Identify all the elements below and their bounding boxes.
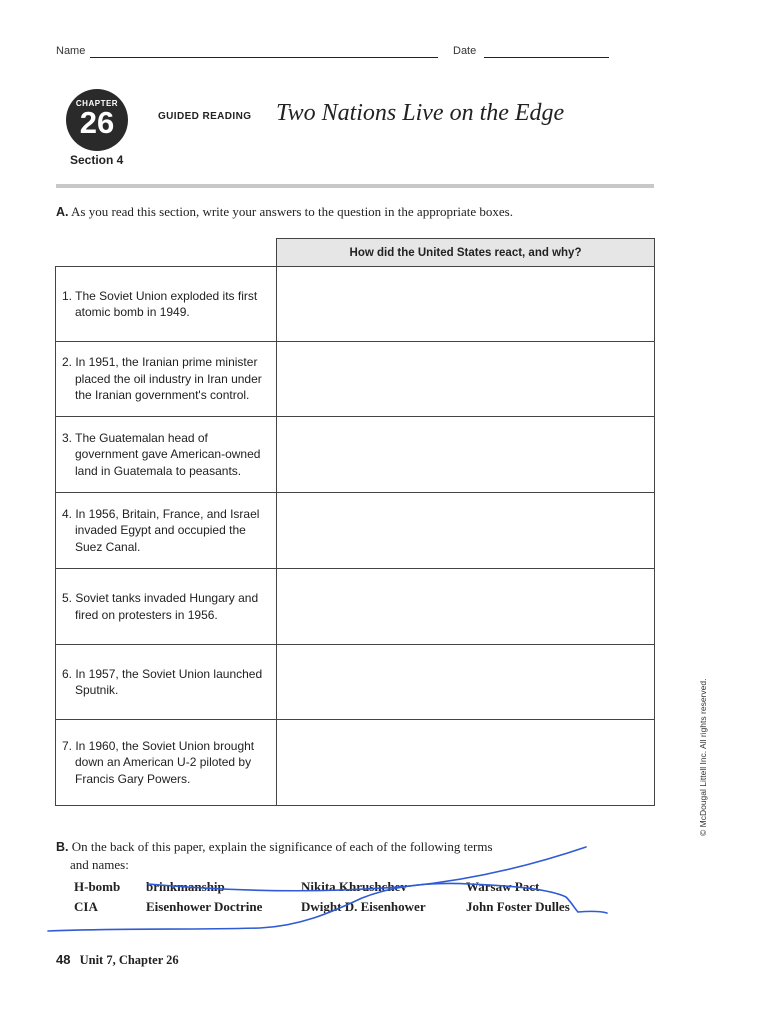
term-cia: CIA — [74, 899, 98, 914]
part-b-text-line1: On the back of this paper, explain the significance of each of the following terms — [71, 839, 493, 854]
unit-chapter: Unit 7, Chapter 26 — [79, 953, 179, 967]
question-text-1: 1. The Soviet Union exploded its first atomic bomb in 1949. — [62, 288, 258, 319]
guided-reading-label: GUIDED READING — [158, 111, 252, 122]
question-text-7: 7. In 1960, the Soviet Union brought down an American U-2 piloted by Francis Gary Powers. — [62, 738, 255, 786]
column-header: How did the United States react, and why? — [277, 239, 655, 267]
question-text-4: 4. In 1956, Britain, France, and Israel invaded Egypt and occupied the Suez Canal. — [62, 506, 260, 554]
question-text-3: 3. The Guatemalan head of government gave American-owned land in Guatemala to peasants. — [62, 430, 261, 478]
part-a-text: As you read this section, write your answers to the question in the appropriate boxes. — [71, 204, 513, 219]
part-b-letter: B. — [56, 840, 69, 854]
part-a-letter: A. — [56, 205, 69, 219]
term-warsaw-pact: Warsaw Pact — [466, 879, 540, 894]
page-number: 48 — [56, 952, 71, 967]
date-label: Date — [453, 45, 477, 57]
page-footer — [56, 952, 179, 968]
term-dwight-eisenhower: Dwight D. Eisenhower — [301, 899, 426, 914]
question-text-5: 5. Soviet tanks invaded Hungary and fired on protesters in 1956. — [62, 591, 259, 622]
name-label: Name — [56, 45, 86, 57]
page-title: Two Nations Live on the Edge — [276, 100, 565, 126]
question-text-6: 6. In 1957, the Soviet Union launched Sputnik. — [62, 666, 263, 697]
chapter-label: CHAPTER — [75, 99, 119, 108]
part-b-text-line2: and names: — [70, 857, 129, 872]
chapter-number: 26 — [79, 105, 115, 140]
term-nikita-khrushchev: Nikita Khrushchev — [301, 879, 407, 894]
section-label: Section 4 — [70, 153, 124, 167]
pen-stroke-upper — [148, 847, 586, 891]
term-h-bomb: H-bomb — [74, 879, 121, 894]
term-john-foster-dulles: John Foster Dulles — [466, 899, 570, 914]
copyright-notice: © McDougal Littell Inc. All rights reserved. — [698, 678, 708, 836]
term-eisenhower-doctrine: Eisenhower Doctrine — [146, 899, 263, 914]
question-text-2: 2. In 1951, the Iranian prime minister placed the oil industry in Iran under the Iranian government's control. — [62, 355, 262, 403]
term-brinkmanship: brinkmanship — [146, 879, 225, 894]
